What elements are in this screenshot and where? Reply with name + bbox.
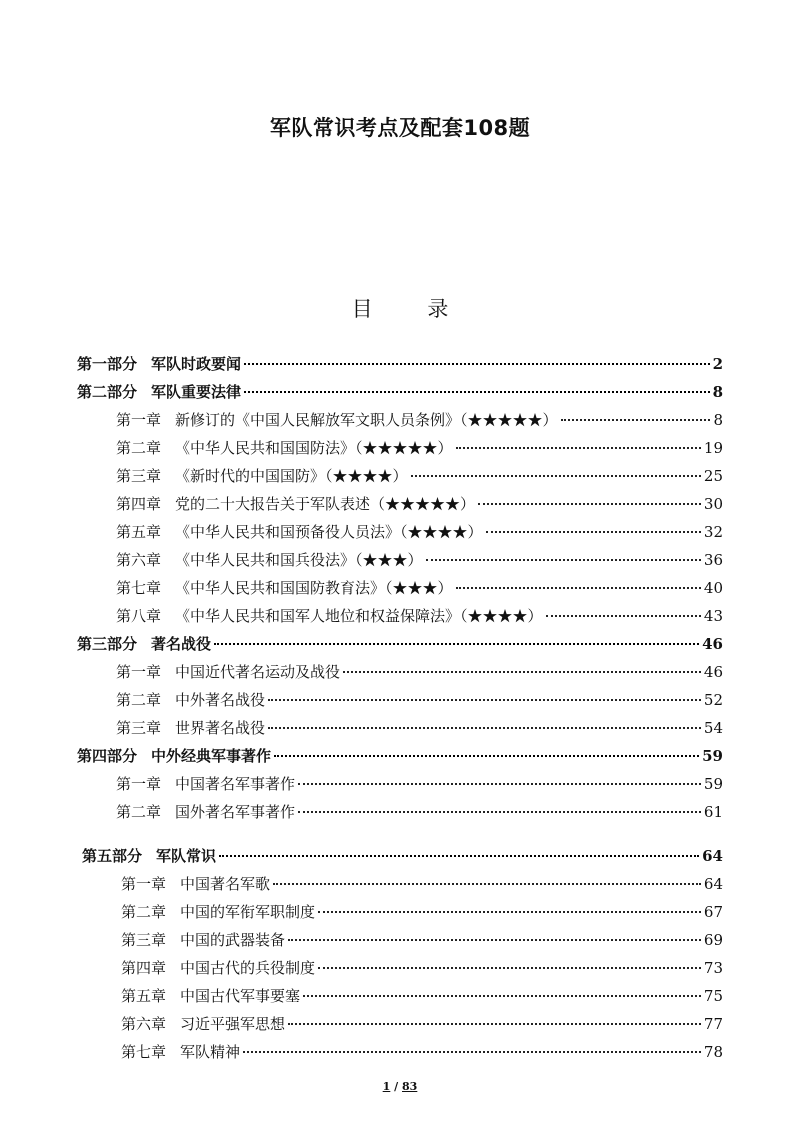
toc-page-number: 54: [703, 719, 723, 737]
toc-entry-title: 党的二十大报告关于军队表述（★★★★★）: [175, 495, 476, 513]
toc-page-number: 8: [713, 411, 723, 429]
toc-entry-title: 国外著名军事著作: [175, 803, 296, 821]
toc-entry-label: [121, 1041, 240, 1063]
toc-chapter-entry[interactable]: [116, 493, 723, 515]
toc-entry-label: [121, 873, 270, 895]
toc-entry-number: 第二章: [116, 691, 162, 709]
toc-entry-title: 中外经典军事著作: [151, 747, 272, 765]
toc-page-number: 36: [703, 551, 723, 569]
toc-entry-label: [116, 549, 423, 571]
toc-entry-label: [116, 661, 340, 683]
toc-entry-label: [116, 605, 543, 627]
current-page-number: 1: [382, 1080, 391, 1093]
toc-entry-label: [116, 493, 475, 515]
toc-page-number: 46: [702, 635, 723, 653]
toc-dot-leader: [486, 531, 701, 533]
toc-entry-number: 第七章: [121, 1043, 167, 1061]
toc-entry-title: 《新时代的中国国防》（★★★★）: [175, 467, 408, 485]
toc-entry-label: [116, 465, 408, 487]
toc-page-number: 75: [703, 987, 723, 1005]
toc-page-number: 40: [703, 579, 723, 597]
toc-part-entry[interactable]: [77, 745, 723, 767]
toc-entry-label: [77, 745, 271, 767]
toc-entry-label: [77, 633, 211, 655]
toc-entry-number: 第一章: [116, 411, 162, 429]
toc-entry-number: 第四部分: [77, 747, 138, 765]
toc-entry-number: 第五部分: [82, 847, 143, 865]
toc-entry-title: 军队重要法律: [151, 383, 242, 401]
toc-page-number: 32: [703, 523, 723, 541]
toc-page-number: 30: [703, 495, 723, 513]
toc-entry-label: [121, 985, 300, 1007]
toc-entry-number: 第一章: [121, 875, 167, 893]
toc-chapter-entry[interactable]: [116, 661, 723, 683]
toc-page-number: 52: [703, 691, 723, 709]
toc-chapter-entry[interactable]: [121, 873, 723, 895]
toc-part-entry[interactable]: [77, 381, 723, 403]
toc-dot-leader: [298, 783, 701, 785]
toc-entry-title: 中国近代著名运动及战役: [175, 663, 341, 681]
toc-heading: 目 录: [351, 297, 473, 321]
toc-entry-label: [116, 577, 453, 599]
toc-page-number: 77: [703, 1015, 723, 1033]
total-page-count: 83: [402, 1080, 418, 1093]
toc-page-number: 69: [703, 931, 723, 949]
toc-chapter-entry[interactable]: [116, 577, 723, 599]
toc-dot-leader: [274, 755, 699, 757]
toc-dot-leader: [426, 559, 701, 561]
toc-dot-leader: [303, 995, 701, 997]
toc-page-number: 43: [703, 607, 723, 625]
toc-entry-label: [121, 901, 315, 923]
toc-chapter-entry[interactable]: [116, 465, 723, 487]
page-footer: [0, 1080, 800, 1093]
toc-chapter-entry[interactable]: [116, 549, 723, 571]
toc-dot-leader: [244, 391, 710, 393]
toc-entry-number: 第二章: [116, 439, 162, 457]
toc-entry-number: 第四章: [121, 959, 167, 977]
toc-entry-title: 中国著名军事著作: [175, 775, 296, 793]
toc-entry-number: 第三章: [116, 467, 162, 485]
toc-entry-label: [116, 437, 453, 459]
toc-dot-leader: [318, 911, 701, 913]
toc-entry-title: 中国的军衔军职制度: [180, 903, 316, 921]
toc-page-number: 25: [703, 467, 723, 485]
toc-entry-number: 第五章: [121, 987, 167, 1005]
toc-dot-leader: [343, 671, 701, 673]
toc-entry-number: 第一章: [116, 775, 162, 793]
toc-chapter-entry[interactable]: [121, 1013, 723, 1035]
toc-entry-label: [116, 689, 265, 711]
toc-entry-title: 《中华人民共和国预备役人员法》（★★★★）: [175, 523, 483, 541]
document-title: 军队常识考点及配套108题: [269, 116, 531, 140]
toc-entry-number: 第三部分: [77, 635, 138, 653]
toc-entry-number: 第一章: [116, 663, 162, 681]
toc-entry-label: [116, 409, 558, 431]
toc-page-number: 59: [703, 775, 723, 793]
toc-entry-title: 军队时政要闻: [151, 355, 242, 373]
toc-dot-leader: [268, 699, 701, 701]
toc-chapter-entry[interactable]: [121, 929, 723, 951]
toc-page-number: 46: [703, 663, 723, 681]
toc-entry-number: 第七章: [116, 579, 162, 597]
toc-entry-title: 《中华人民共和国国防教育法》（★★★）: [175, 579, 453, 597]
toc-page-number: 8: [712, 383, 723, 401]
toc-entry-label: [116, 521, 483, 543]
toc-chapter-entry[interactable]: [116, 717, 723, 739]
toc-entry-title: 军队精神: [180, 1043, 241, 1061]
toc-dot-leader: [243, 1051, 701, 1053]
toc-entry-label: [116, 773, 295, 795]
toc-dot-leader: [219, 855, 699, 857]
toc-entry-label: [116, 717, 265, 739]
toc-dot-leader: [298, 811, 701, 813]
toc-entry-title: 中国古代的兵役制度: [180, 959, 316, 977]
toc-chapter-entry[interactable]: [116, 521, 723, 543]
toc-entry-title: 《中华人民共和国兵役法》（★★★）: [175, 551, 423, 569]
toc-dot-leader: [561, 419, 711, 421]
toc-entry-title: 新修订的《中国人民解放军文职人员条例》（★★★★★）: [175, 411, 558, 429]
toc-dot-leader: [411, 475, 701, 477]
toc-chapter-entry[interactable]: [116, 437, 723, 459]
toc-entry-number: 第六章: [116, 551, 162, 569]
toc-chapter-entry[interactable]: [116, 409, 723, 431]
toc-dot-leader: [288, 939, 701, 941]
toc-entry-title: 中国的武器装备: [180, 931, 286, 949]
toc-dot-leader: [478, 503, 701, 505]
toc-chapter-entry[interactable]: [121, 985, 723, 1007]
toc-entry-number: 第四章: [116, 495, 162, 513]
toc-entry-number: 第八章: [116, 607, 162, 625]
toc-dot-leader: [244, 363, 710, 365]
toc-dot-leader: [214, 643, 699, 645]
toc-chapter-entry[interactable]: [116, 689, 723, 711]
toc-chapter-entry[interactable]: [121, 901, 723, 923]
toc-entry-number: 第二部分: [77, 383, 138, 401]
toc-dot-leader: [546, 615, 701, 617]
toc-page-number: 67: [703, 903, 723, 921]
toc-dot-leader: [288, 1023, 701, 1025]
toc-part-entry[interactable]: [77, 633, 723, 655]
toc-page-number: 73: [703, 959, 723, 977]
toc-dot-leader: [456, 447, 701, 449]
toc-entry-title: 军队常识: [156, 847, 217, 865]
page-separator: /: [390, 1080, 403, 1093]
toc-part-entry[interactable]: [77, 353, 723, 375]
toc-entry-title: 著名战役: [151, 635, 212, 653]
toc-chapter-entry[interactable]: [116, 773, 723, 795]
toc-entry-number: 第六章: [121, 1015, 167, 1033]
toc-entry-title: 世界著名战役: [175, 719, 266, 737]
toc-page-number: 59: [702, 747, 723, 765]
toc-chapter-entry[interactable]: [121, 957, 723, 979]
toc-page-number: 64: [703, 875, 723, 893]
toc-page-number: 2: [712, 355, 723, 373]
toc-entry-label: [77, 381, 241, 403]
toc-entry-title: 《中华人民共和国国防法》（★★★★★）: [175, 439, 453, 457]
toc-page-number: 61: [703, 803, 723, 821]
toc-entry-label: [82, 845, 216, 867]
toc-entry-label: [116, 801, 295, 823]
toc-chapter-entry[interactable]: [121, 1041, 723, 1063]
toc-entry-label: [121, 957, 315, 979]
toc-chapter-entry[interactable]: [116, 605, 723, 627]
toc-entry-title: 《中华人民共和国军人地位和权益保障法》（★★★★）: [175, 607, 543, 625]
toc-dot-leader: [268, 727, 701, 729]
toc-entry-title: 中国古代军事要塞: [180, 987, 301, 1005]
toc-entry-label: [121, 1013, 285, 1035]
toc-entry-number: 第一部分: [77, 355, 138, 373]
toc-entry-title: 习近平强军思想: [180, 1015, 286, 1033]
toc-entry-title: 中国著名军歌: [180, 875, 271, 893]
toc-entry-number: 第三章: [116, 719, 162, 737]
toc-entry-number: 第二章: [121, 903, 167, 921]
toc-entry-number: 第五章: [116, 523, 162, 541]
toc-dot-leader: [273, 883, 701, 885]
toc-page-number: 19: [703, 439, 723, 457]
toc-dot-leader: [456, 587, 701, 589]
toc-chapter-entry[interactable]: [116, 801, 723, 823]
toc-part-entry[interactable]: [82, 845, 723, 867]
toc-entry-label: [121, 929, 285, 951]
toc-page-number: 78: [703, 1043, 723, 1061]
toc-entry-title: 中外著名战役: [175, 691, 266, 709]
toc-entry-number: 第三章: [121, 931, 167, 949]
toc-entry-number: 第二章: [116, 803, 162, 821]
toc-entry-label: [77, 353, 241, 375]
toc-page-number: 64: [702, 847, 723, 865]
toc-dot-leader: [318, 967, 701, 969]
